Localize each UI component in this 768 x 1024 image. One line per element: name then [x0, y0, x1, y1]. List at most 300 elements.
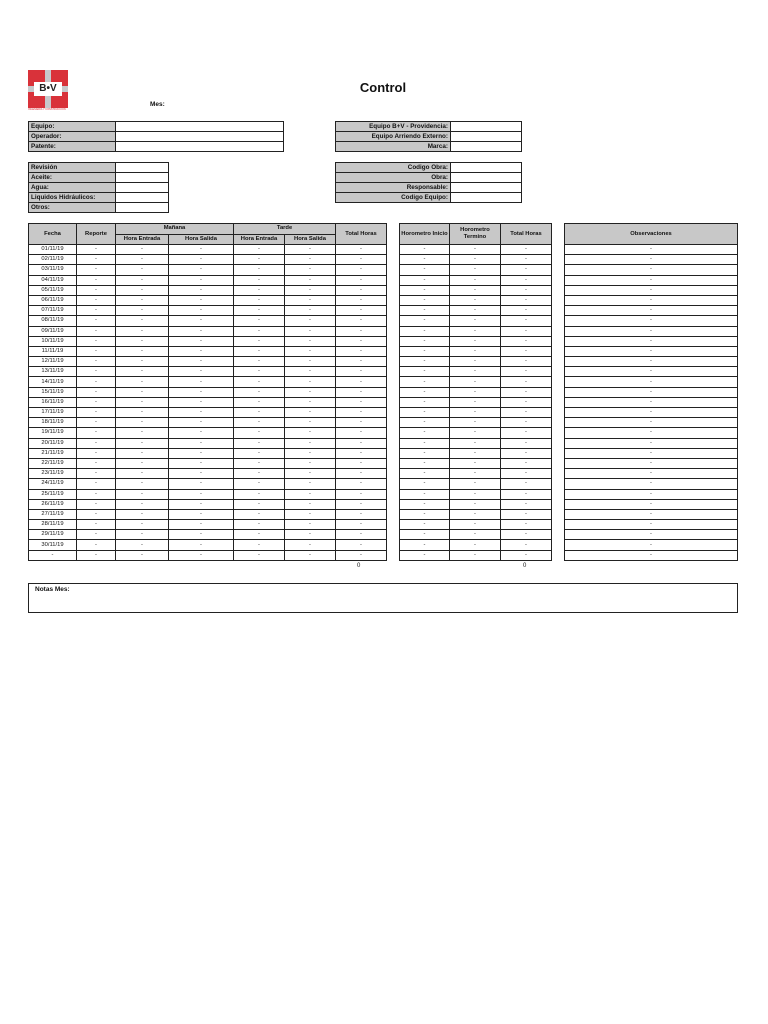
reporte-cell[interactable]: - — [77, 397, 116, 407]
horometro-inicio-cell[interactable]: - — [400, 346, 450, 356]
tarde-hora-entrada-cell[interactable]: - — [234, 408, 285, 418]
horometro-termino-cell[interactable]: - — [450, 306, 501, 316]
manana-hora-salida-cell[interactable]: - — [169, 499, 234, 509]
horometro-inicio-cell[interactable]: - — [400, 499, 450, 509]
reporte-cell[interactable]: - — [77, 255, 116, 265]
tarde-hora-salida-cell[interactable]: - — [285, 336, 336, 346]
horometro-termino-cell[interactable]: - — [450, 346, 501, 356]
horometro-inicio-cell[interactable]: - — [400, 295, 450, 305]
total-horas-cell[interactable]: - — [336, 336, 387, 346]
horometro-inicio-cell[interactable]: - — [400, 367, 450, 377]
tarde-hora-entrada-cell[interactable]: - — [234, 336, 285, 346]
tarde-hora-entrada-cell[interactable]: - — [234, 306, 285, 316]
horometro-total-horas-cell[interactable]: - — [501, 489, 552, 499]
observaciones-cell[interactable]: - — [565, 489, 738, 499]
observaciones-cell[interactable]: - — [565, 295, 738, 305]
tarde-hora-salida-cell[interactable]: - — [285, 489, 336, 499]
tarde-hora-salida-cell[interactable]: - — [285, 418, 336, 428]
observaciones-cell[interactable]: - — [565, 509, 738, 519]
horometro-inicio-cell[interactable]: - — [400, 255, 450, 265]
horometro-inicio-cell[interactable]: - — [400, 245, 450, 255]
tarde-hora-salida-cell[interactable]: - — [285, 245, 336, 255]
manana-hora-entrada-cell[interactable]: - — [116, 408, 169, 418]
manana-hora-entrada-cell[interactable]: - — [116, 255, 169, 265]
tarde-hora-entrada-cell[interactable]: - — [234, 448, 285, 458]
reporte-cell[interactable]: - — [77, 408, 116, 418]
reporte-cell[interactable]: - — [77, 489, 116, 499]
manana-hora-salida-cell[interactable]: - — [169, 367, 234, 377]
manana-hora-entrada-cell[interactable]: - — [116, 499, 169, 509]
manana-hora-salida-cell[interactable]: - — [169, 306, 234, 316]
tarde-hora-entrada-cell[interactable]: - — [234, 458, 285, 468]
tarde-hora-salida-cell[interactable]: - — [285, 438, 336, 448]
horometro-total-horas-cell[interactable]: - — [501, 316, 552, 326]
tarde-hora-entrada-cell[interactable]: - — [234, 285, 285, 295]
total-horas-cell[interactable]: - — [336, 509, 387, 519]
observaciones-cell[interactable]: - — [565, 428, 738, 438]
work-value[interactable] — [451, 163, 522, 173]
horometro-termino-cell[interactable]: - — [450, 428, 501, 438]
tarde-hora-entrada-cell[interactable]: - — [234, 326, 285, 336]
horometro-termino-cell[interactable]: - — [450, 367, 501, 377]
total-horas-cell[interactable]: - — [336, 326, 387, 336]
tarde-hora-salida-cell[interactable]: - — [285, 469, 336, 479]
horometro-inicio-cell[interactable]: - — [400, 469, 450, 479]
observaciones-cell[interactable]: - — [565, 255, 738, 265]
total-horas-cell[interactable]: - — [336, 428, 387, 438]
reporte-cell[interactable]: - — [77, 245, 116, 255]
manana-hora-salida-cell[interactable]: - — [169, 265, 234, 275]
horometro-inicio-cell[interactable]: - — [400, 285, 450, 295]
manana-hora-salida-cell[interactable]: - — [169, 469, 234, 479]
total-horas-cell[interactable]: - — [336, 245, 387, 255]
horometro-inicio-cell[interactable]: - — [400, 336, 450, 346]
total-horas-cell[interactable]: - — [336, 387, 387, 397]
manana-hora-salida-cell[interactable]: - — [169, 295, 234, 305]
horometro-termino-cell[interactable]: - — [450, 479, 501, 489]
observaciones-cell[interactable]: - — [565, 397, 738, 407]
total-horas-cell[interactable]: - — [336, 265, 387, 275]
observaciones-cell[interactable]: - — [565, 438, 738, 448]
manana-hora-salida-cell[interactable]: - — [169, 550, 234, 560]
manana-hora-entrada-cell[interactable]: - — [116, 306, 169, 316]
horometro-total-horas-cell[interactable]: - — [501, 367, 552, 377]
total-horas-cell[interactable]: - — [336, 499, 387, 509]
manana-hora-entrada-cell[interactable]: - — [116, 387, 169, 397]
total-horas-cell[interactable]: - — [336, 285, 387, 295]
horometro-termino-cell[interactable]: - — [450, 245, 501, 255]
observaciones-cell[interactable]: - — [565, 520, 738, 530]
notas-mes-box[interactable] — [28, 583, 738, 613]
tarde-hora-salida-cell[interactable]: - — [285, 367, 336, 377]
checks-value[interactable] — [116, 173, 169, 183]
tarde-hora-salida-cell[interactable]: - — [285, 316, 336, 326]
tarde-hora-salida-cell[interactable]: - — [285, 479, 336, 489]
observaciones-cell[interactable]: - — [565, 306, 738, 316]
reporte-cell[interactable]: - — [77, 346, 116, 356]
manana-hora-salida-cell[interactable]: - — [169, 377, 234, 387]
observaciones-cell[interactable]: - — [565, 265, 738, 275]
horometro-inicio-cell[interactable]: - — [400, 316, 450, 326]
tarde-hora-entrada-cell[interactable]: - — [234, 397, 285, 407]
horometro-total-horas-cell[interactable]: - — [501, 550, 552, 560]
tarde-hora-entrada-cell[interactable]: - — [234, 418, 285, 428]
manana-hora-entrada-cell[interactable]: - — [116, 397, 169, 407]
manana-hora-salida-cell[interactable]: - — [169, 530, 234, 540]
horometro-total-horas-cell[interactable]: - — [501, 458, 552, 468]
tarde-hora-salida-cell[interactable]: - — [285, 387, 336, 397]
manana-hora-salida-cell[interactable]: - — [169, 397, 234, 407]
tarde-hora-entrada-cell[interactable]: - — [234, 489, 285, 499]
horometro-total-horas-cell[interactable]: - — [501, 438, 552, 448]
horometro-termino-cell[interactable]: - — [450, 489, 501, 499]
tarde-hora-entrada-cell[interactable]: - — [234, 316, 285, 326]
horometro-termino-cell[interactable]: - — [450, 469, 501, 479]
horometro-total-horas-cell[interactable]: - — [501, 530, 552, 540]
manana-hora-salida-cell[interactable]: - — [169, 509, 234, 519]
observaciones-cell[interactable]: - — [565, 418, 738, 428]
tarde-hora-entrada-cell[interactable]: - — [234, 245, 285, 255]
horometro-total-horas-cell[interactable]: - — [501, 245, 552, 255]
reporte-cell[interactable]: - — [77, 367, 116, 377]
tarde-hora-entrada-cell[interactable]: - — [234, 295, 285, 305]
total-horas-cell[interactable]: - — [336, 550, 387, 560]
reporte-cell[interactable]: - — [77, 540, 116, 550]
horometro-total-horas-cell[interactable]: - — [501, 428, 552, 438]
horometro-total-horas-cell[interactable]: - — [501, 336, 552, 346]
horometro-inicio-cell[interactable]: - — [400, 377, 450, 387]
total-horas-cell[interactable]: - — [336, 346, 387, 356]
manana-hora-entrada-cell[interactable]: - — [116, 540, 169, 550]
tarde-hora-salida-cell[interactable]: - — [285, 326, 336, 336]
total-horas-cell[interactable]: - — [336, 316, 387, 326]
observaciones-cell[interactable]: - — [565, 336, 738, 346]
horometro-total-horas-cell[interactable]: - — [501, 326, 552, 336]
manana-hora-salida-cell[interactable]: - — [169, 357, 234, 367]
horometro-total-horas-cell[interactable]: - — [501, 499, 552, 509]
checks-value[interactable] — [116, 183, 169, 193]
horometro-termino-cell[interactable]: - — [450, 377, 501, 387]
horometro-inicio-cell[interactable]: - — [400, 418, 450, 428]
manana-hora-entrada-cell[interactable]: - — [116, 265, 169, 275]
total-horas-cell[interactable]: - — [336, 418, 387, 428]
tarde-hora-entrada-cell[interactable]: - — [234, 499, 285, 509]
reporte-cell[interactable]: - — [77, 479, 116, 489]
horometro-termino-cell[interactable]: - — [450, 408, 501, 418]
total-horas-cell[interactable]: - — [336, 295, 387, 305]
horometro-termino-cell[interactable]: - — [450, 265, 501, 275]
horometro-inicio-cell[interactable]: - — [400, 428, 450, 438]
horometro-termino-cell[interactable]: - — [450, 550, 501, 560]
horometro-inicio-cell[interactable]: - — [400, 306, 450, 316]
manana-hora-entrada-cell[interactable]: - — [116, 530, 169, 540]
tarde-hora-entrada-cell[interactable]: - — [234, 346, 285, 356]
reporte-cell[interactable]: - — [77, 357, 116, 367]
observaciones-cell[interactable]: - — [565, 377, 738, 387]
observaciones-cell[interactable]: - — [565, 285, 738, 295]
horometro-total-horas-cell[interactable]: - — [501, 295, 552, 305]
manana-hora-salida-cell[interactable]: - — [169, 336, 234, 346]
horometro-inicio-cell[interactable]: - — [400, 265, 450, 275]
reporte-cell[interactable]: - — [77, 326, 116, 336]
horometro-total-horas-cell[interactable]: - — [501, 387, 552, 397]
tarde-hora-salida-cell[interactable]: - — [285, 550, 336, 560]
manana-hora-salida-cell[interactable]: - — [169, 387, 234, 397]
horometro-termino-cell[interactable]: - — [450, 275, 501, 285]
horometro-inicio-cell[interactable]: - — [400, 458, 450, 468]
tarde-hora-entrada-cell[interactable]: - — [234, 357, 285, 367]
observaciones-cell[interactable]: - — [565, 357, 738, 367]
manana-hora-salida-cell[interactable]: - — [169, 458, 234, 468]
horometro-inicio-cell[interactable]: - — [400, 550, 450, 560]
horometro-termino-cell[interactable]: - — [450, 520, 501, 530]
total-horas-cell[interactable]: - — [336, 469, 387, 479]
tarde-hora-salida-cell[interactable]: - — [285, 265, 336, 275]
horometro-termino-cell[interactable]: - — [450, 255, 501, 265]
horometro-inicio-cell[interactable]: - — [400, 530, 450, 540]
manana-hora-entrada-cell[interactable]: - — [116, 489, 169, 499]
manana-hora-entrada-cell[interactable]: - — [116, 448, 169, 458]
tarde-hora-entrada-cell[interactable]: - — [234, 509, 285, 519]
tarde-hora-entrada-cell[interactable]: - — [234, 367, 285, 377]
total-horas-cell[interactable]: - — [336, 458, 387, 468]
reporte-cell[interactable]: - — [77, 377, 116, 387]
reporte-cell[interactable]: - — [77, 509, 116, 519]
equipment-value[interactable] — [116, 142, 284, 152]
total-horas-cell[interactable]: - — [336, 397, 387, 407]
tarde-hora-entrada-cell[interactable]: - — [234, 265, 285, 275]
horometro-inicio-cell[interactable]: - — [400, 326, 450, 336]
horometro-total-horas-cell[interactable]: - — [501, 255, 552, 265]
manana-hora-entrada-cell[interactable]: - — [116, 295, 169, 305]
horometro-total-horas-cell[interactable]: - — [501, 357, 552, 367]
observaciones-cell[interactable]: - — [565, 326, 738, 336]
tarde-hora-salida-cell[interactable]: - — [285, 458, 336, 468]
manana-hora-salida-cell[interactable]: - — [169, 438, 234, 448]
horometro-termino-cell[interactable]: - — [450, 357, 501, 367]
total-horas-cell[interactable]: - — [336, 255, 387, 265]
horometro-total-horas-cell[interactable]: - — [501, 285, 552, 295]
manana-hora-salida-cell[interactable]: - — [169, 418, 234, 428]
observaciones-cell[interactable]: - — [565, 367, 738, 377]
manana-hora-entrada-cell[interactable]: - — [116, 357, 169, 367]
horometro-total-horas-cell[interactable]: - — [501, 265, 552, 275]
reporte-cell[interactable]: - — [77, 295, 116, 305]
manana-hora-entrada-cell[interactable]: - — [116, 245, 169, 255]
manana-hora-salida-cell[interactable]: - — [169, 520, 234, 530]
observaciones-cell[interactable]: - — [565, 316, 738, 326]
horometro-inicio-cell[interactable]: - — [400, 408, 450, 418]
reporte-cell[interactable]: - — [77, 285, 116, 295]
horometro-total-horas-cell[interactable]: - — [501, 418, 552, 428]
horometro-inicio-cell[interactable]: - — [400, 275, 450, 285]
tarde-hora-salida-cell[interactable]: - — [285, 509, 336, 519]
horometro-termino-cell[interactable]: - — [450, 438, 501, 448]
tarde-hora-entrada-cell[interactable]: - — [234, 479, 285, 489]
reporte-cell[interactable]: - — [77, 530, 116, 540]
horometro-termino-cell[interactable]: - — [450, 336, 501, 346]
tarde-hora-salida-cell[interactable]: - — [285, 346, 336, 356]
tarde-hora-entrada-cell[interactable]: - — [234, 255, 285, 265]
observaciones-cell[interactable]: - — [565, 499, 738, 509]
tarde-hora-salida-cell[interactable]: - — [285, 408, 336, 418]
horometro-termino-cell[interactable]: - — [450, 509, 501, 519]
tarde-hora-entrada-cell[interactable]: - — [234, 550, 285, 560]
reporte-cell[interactable]: - — [77, 275, 116, 285]
manana-hora-salida-cell[interactable]: - — [169, 255, 234, 265]
horometro-total-horas-cell[interactable]: - — [501, 275, 552, 285]
observaciones-cell[interactable]: - — [565, 408, 738, 418]
horometro-inicio-cell[interactable]: - — [400, 448, 450, 458]
reporte-cell[interactable]: - — [77, 306, 116, 316]
horometro-termino-cell[interactable]: - — [450, 295, 501, 305]
tarde-hora-entrada-cell[interactable]: - — [234, 275, 285, 285]
manana-hora-entrada-cell[interactable]: - — [116, 316, 169, 326]
total-horas-cell[interactable]: - — [336, 438, 387, 448]
manana-hora-entrada-cell[interactable]: - — [116, 285, 169, 295]
tarde-hora-salida-cell[interactable]: - — [285, 520, 336, 530]
work-value[interactable] — [451, 193, 522, 203]
manana-hora-salida-cell[interactable]: - — [169, 489, 234, 499]
horometro-total-horas-cell[interactable]: - — [501, 377, 552, 387]
total-horas-cell[interactable]: - — [336, 408, 387, 418]
horometro-inicio-cell[interactable]: - — [400, 509, 450, 519]
horometro-termino-cell[interactable]: - — [450, 448, 501, 458]
horometro-total-horas-cell[interactable]: - — [501, 448, 552, 458]
reporte-cell[interactable]: - — [77, 428, 116, 438]
manana-hora-salida-cell[interactable]: - — [169, 275, 234, 285]
horometro-total-horas-cell[interactable]: - — [501, 540, 552, 550]
manana-hora-entrada-cell[interactable]: - — [116, 469, 169, 479]
observaciones-cell[interactable]: - — [565, 387, 738, 397]
horometro-inicio-cell[interactable]: - — [400, 489, 450, 499]
total-horas-cell[interactable]: - — [336, 367, 387, 377]
observaciones-cell[interactable]: - — [565, 479, 738, 489]
checks-value[interactable] — [116, 163, 169, 173]
tarde-hora-salida-cell[interactable]: - — [285, 428, 336, 438]
horometro-termino-cell[interactable]: - — [450, 285, 501, 295]
manana-hora-salida-cell[interactable]: - — [169, 316, 234, 326]
tarde-hora-salida-cell[interactable]: - — [285, 306, 336, 316]
horometro-termino-cell[interactable]: - — [450, 530, 501, 540]
horometro-total-horas-cell[interactable]: - — [501, 520, 552, 530]
reporte-cell[interactable]: - — [77, 499, 116, 509]
tarde-hora-salida-cell[interactable]: - — [285, 377, 336, 387]
horometro-termino-cell[interactable]: - — [450, 326, 501, 336]
horometro-inicio-cell[interactable]: - — [400, 520, 450, 530]
manana-hora-salida-cell[interactable]: - — [169, 346, 234, 356]
reporte-cell[interactable]: - — [77, 265, 116, 275]
tarde-hora-salida-cell[interactable]: - — [285, 275, 336, 285]
horometro-inicio-cell[interactable]: - — [400, 397, 450, 407]
checks-value[interactable] — [116, 203, 169, 213]
reporte-cell[interactable]: - — [77, 469, 116, 479]
tarde-hora-salida-cell[interactable]: - — [285, 540, 336, 550]
tarde-hora-salida-cell[interactable]: - — [285, 530, 336, 540]
manana-hora-entrada-cell[interactable]: - — [116, 326, 169, 336]
tarde-hora-entrada-cell[interactable]: - — [234, 377, 285, 387]
total-horas-cell[interactable]: - — [336, 448, 387, 458]
tarde-hora-salida-cell[interactable]: - — [285, 295, 336, 305]
reporte-cell[interactable]: - — [77, 550, 116, 560]
tarde-hora-entrada-cell[interactable]: - — [234, 469, 285, 479]
manana-hora-entrada-cell[interactable]: - — [116, 346, 169, 356]
horometro-inicio-cell[interactable]: - — [400, 438, 450, 448]
manana-hora-salida-cell[interactable]: - — [169, 540, 234, 550]
manana-hora-entrada-cell[interactable]: - — [116, 377, 169, 387]
manana-hora-entrada-cell[interactable]: - — [116, 418, 169, 428]
manana-hora-salida-cell[interactable]: - — [169, 479, 234, 489]
manana-hora-entrada-cell[interactable]: - — [116, 479, 169, 489]
horometro-inicio-cell[interactable]: - — [400, 357, 450, 367]
manana-hora-entrada-cell[interactable]: - — [116, 428, 169, 438]
horometro-total-horas-cell[interactable]: - — [501, 408, 552, 418]
observaciones-cell[interactable]: - — [565, 245, 738, 255]
total-horas-cell[interactable]: - — [336, 479, 387, 489]
manana-hora-salida-cell[interactable]: - — [169, 326, 234, 336]
horometro-total-horas-cell[interactable]: - — [501, 346, 552, 356]
horometro-inicio-cell[interactable]: - — [400, 540, 450, 550]
tarde-hora-salida-cell[interactable]: - — [285, 448, 336, 458]
observaciones-cell[interactable]: - — [565, 540, 738, 550]
reporte-cell[interactable]: - — [77, 316, 116, 326]
horometro-total-horas-cell[interactable]: - — [501, 479, 552, 489]
tarde-hora-entrada-cell[interactable]: - — [234, 428, 285, 438]
observaciones-cell[interactable]: - — [565, 550, 738, 560]
manana-hora-entrada-cell[interactable]: - — [116, 458, 169, 468]
reporte-cell[interactable]: - — [77, 418, 116, 428]
manana-hora-salida-cell[interactable]: - — [169, 245, 234, 255]
total-horas-cell[interactable]: - — [336, 275, 387, 285]
horometro-termino-cell[interactable]: - — [450, 499, 501, 509]
tarde-hora-salida-cell[interactable]: - — [285, 499, 336, 509]
tarde-hora-entrada-cell[interactable]: - — [234, 387, 285, 397]
equipment-value[interactable] — [116, 132, 284, 142]
manana-hora-entrada-cell[interactable]: - — [116, 550, 169, 560]
external-value[interactable] — [451, 142, 522, 152]
observaciones-cell[interactable]: - — [565, 458, 738, 468]
observaciones-cell[interactable]: - — [565, 448, 738, 458]
total-horas-cell[interactable]: - — [336, 306, 387, 316]
horometro-termino-cell[interactable]: - — [450, 418, 501, 428]
total-horas-cell[interactable]: - — [336, 377, 387, 387]
reporte-cell[interactable]: - — [77, 387, 116, 397]
horometro-termino-cell[interactable]: - — [450, 540, 501, 550]
horometro-termino-cell[interactable]: - — [450, 387, 501, 397]
horometro-termino-cell[interactable]: - — [450, 316, 501, 326]
observaciones-cell[interactable]: - — [565, 530, 738, 540]
reporte-cell[interactable]: - — [77, 438, 116, 448]
tarde-hora-salida-cell[interactable]: - — [285, 357, 336, 367]
horometro-total-horas-cell[interactable]: - — [501, 306, 552, 316]
manana-hora-salida-cell[interactable]: - — [169, 408, 234, 418]
manana-hora-entrada-cell[interactable]: - — [116, 520, 169, 530]
observaciones-cell[interactable]: - — [565, 275, 738, 285]
reporte-cell[interactable]: - — [77, 336, 116, 346]
tarde-hora-entrada-cell[interactable]: - — [234, 520, 285, 530]
external-value[interactable] — [451, 122, 522, 132]
total-horas-cell[interactable]: - — [336, 530, 387, 540]
horometro-termino-cell[interactable]: - — [450, 458, 501, 468]
horometro-inicio-cell[interactable]: - — [400, 387, 450, 397]
observaciones-cell[interactable]: - — [565, 469, 738, 479]
total-horas-cell[interactable]: - — [336, 357, 387, 367]
horometro-total-horas-cell[interactable]: - — [501, 397, 552, 407]
horometro-total-horas-cell[interactable]: - — [501, 469, 552, 479]
horometro-inicio-cell[interactable]: - — [400, 479, 450, 489]
manana-hora-salida-cell[interactable]: - — [169, 285, 234, 295]
work-value[interactable] — [451, 183, 522, 193]
